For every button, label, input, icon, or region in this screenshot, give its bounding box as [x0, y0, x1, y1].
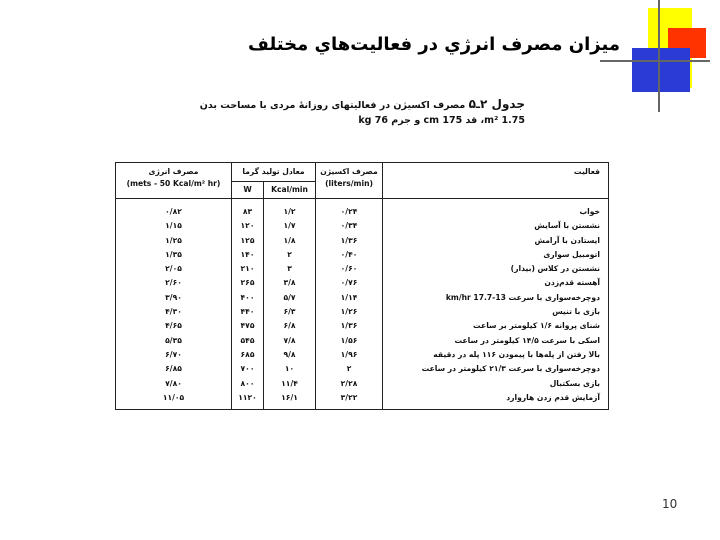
cell-heat-kcal: ۹/۸ — [264, 348, 316, 362]
table-row — [116, 377, 609, 391]
table-row — [116, 391, 609, 410]
cell-heat-kcal: ۱/۷ — [264, 219, 316, 233]
cell-heat-w: ۷۰۰ — [232, 362, 264, 376]
header-energy-unit: (mets - 50 Kcal/m² hr) — [126, 179, 221, 188]
cell-energy-mets: ۱۱/۰۵ — [116, 391, 232, 410]
decor-horizontal-line — [600, 60, 710, 62]
cell-oxygen: ۰/۴۰ — [316, 248, 383, 262]
cell-heat-w: ۲۶۵ — [232, 276, 264, 290]
cell-heat-kcal: ۷/۸ — [264, 334, 316, 348]
cell-oxygen: ۰/۶۰ — [316, 262, 383, 276]
header-heat-kcal: Kcal/min — [264, 182, 316, 199]
cell-activity: آزمایش قدم زدن هاروارد — [383, 391, 609, 410]
cell-oxygen: ۱/۵۶ — [316, 334, 383, 348]
cell-energy-mets: ۰/۸۲ — [116, 199, 232, 220]
table-row — [116, 248, 609, 262]
table-row — [116, 334, 609, 348]
cell-activity: ایستادن با آرامش — [383, 234, 609, 248]
cell-oxygen: ۲ — [316, 362, 383, 376]
cell-activity: دوچرخه‌سواری با سرعت 13-17.7 km/hr — [383, 291, 609, 305]
cell-energy-mets: ۴/۳۰ — [116, 305, 232, 319]
table-row — [116, 291, 609, 305]
table-row — [116, 219, 609, 233]
table-row — [116, 234, 609, 248]
cell-energy-mets: ۷/۸۰ — [116, 377, 232, 391]
cell-oxygen: ۱/۳۶ — [316, 234, 383, 248]
decor-vertical-line — [658, 0, 660, 112]
cell-oxygen: ۱/۹۶ — [316, 348, 383, 362]
cell-activity: اسکی با سرعت ۱۴/۵ کیلومتر در ساعت — [383, 334, 609, 348]
cell-heat-kcal: ۱۱/۴ — [264, 377, 316, 391]
cell-activity: بازی بسکتبال — [383, 377, 609, 391]
table-row — [116, 319, 609, 333]
cell-oxygen: ۰/۷۶ — [316, 276, 383, 290]
cell-heat-w: ۸۳ — [232, 199, 264, 220]
cell-oxygen: ۳/۲۲ — [316, 391, 383, 410]
cell-oxygen: ۱/۱۴ — [316, 291, 383, 305]
table-row — [116, 199, 609, 220]
cell-oxygen: ۱/۳۶ — [316, 319, 383, 333]
cell-heat-kcal: ۳/۸ — [264, 276, 316, 290]
cell-energy-mets: ۳/۹۰ — [116, 291, 232, 305]
table-row — [116, 348, 609, 362]
table-caption — [190, 97, 525, 128]
slide-title: ميزان مصرف انرژي در فعاليت‌هاي مختلف — [248, 34, 620, 55]
cell-activity: نشستن در کلاس (بیدار) — [383, 262, 609, 276]
cell-heat-kcal: ۳ — [264, 262, 316, 276]
caption-label: جدول ۲ـ۵ — [468, 97, 525, 111]
cell-heat-w: ۱۲۰ — [232, 219, 264, 233]
header-oxygen-label: مصرف اکسیژن — [320, 167, 378, 176]
cell-energy-mets: ۱/۱۵ — [116, 219, 232, 233]
header-heat: معادل تولید گرما — [232, 163, 316, 182]
cell-heat-w: ۵۴۵ — [232, 334, 264, 348]
cell-heat-kcal: ۶/۸ — [264, 319, 316, 333]
cell-oxygen: ۰/۲۴ — [316, 199, 383, 220]
caption-line-2: 1.75 m²، قد 175 cm و جرم 76 kg — [358, 115, 525, 126]
cell-heat-w: ۱۲۵ — [232, 234, 264, 248]
table-row — [116, 362, 609, 376]
cell-energy-mets: ۱/۲۵ — [116, 234, 232, 248]
cell-heat-w: ۱۱۲۰ — [232, 391, 264, 410]
cell-activity: بالا رفتن از پله‌ها با پیمودن ۱۱۶ پله در دقیقه — [383, 348, 609, 362]
cell-energy-mets: ۴/۶۵ — [116, 319, 232, 333]
table-row — [116, 276, 609, 290]
cell-energy-mets: ۶/۷۰ — [116, 348, 232, 362]
energy-table — [115, 162, 609, 410]
cell-activity: خواب — [383, 199, 609, 220]
cell-heat-w: ۴۰۰ — [232, 291, 264, 305]
table-row — [116, 305, 609, 319]
cell-energy-mets: ۵/۳۵ — [116, 334, 232, 348]
cell-heat-kcal: ۱/۸ — [264, 234, 316, 248]
cell-oxygen: ۲/۲۸ — [316, 377, 383, 391]
decor-blue-block — [632, 48, 690, 92]
cell-heat-kcal: ۱۰ — [264, 362, 316, 376]
cell-activity: شنای پروانه ۱/۶ کیلومتر بر ساعت — [383, 319, 609, 333]
cell-energy-mets: ۲/۶۰ — [116, 276, 232, 290]
cell-heat-w: ۶۸۵ — [232, 348, 264, 362]
cell-heat-kcal: ۵/۷ — [264, 291, 316, 305]
cell-heat-kcal: ۲ — [264, 248, 316, 262]
header-heat-w: W — [232, 182, 264, 199]
cell-activity: نشستن با آسایش — [383, 219, 609, 233]
cell-heat-w: ۴۷۵ — [232, 319, 264, 333]
header-energy — [116, 163, 232, 199]
cell-heat-w: ۴۴۰ — [232, 305, 264, 319]
header-activity: فعالیت — [383, 163, 609, 199]
cell-heat-kcal: ۶/۳ — [264, 305, 316, 319]
cell-activity: آهسته قدم‌زدن — [383, 276, 609, 290]
header-oxygen-unit: (liters/min) — [325, 179, 373, 188]
cell-energy-mets: ۲/۰۵ — [116, 262, 232, 276]
caption-text-1: مصرف اکسیژن در فعالیتهای روزانهٔ مردی با مساحت بدن — [199, 100, 466, 111]
cell-oxygen: ۱/۲۶ — [316, 305, 383, 319]
table-body — [116, 199, 609, 410]
table-row — [116, 262, 609, 276]
cell-activity: دوچرخه‌سواری با سرعت ۲۱/۳ کیلومتر در ساعت — [383, 362, 609, 376]
cell-oxygen: ۰/۳۴ — [316, 219, 383, 233]
cell-heat-w: ۱۴۰ — [232, 248, 264, 262]
cell-energy-mets: ۱/۳۵ — [116, 248, 232, 262]
cell-energy-mets: ۶/۸۵ — [116, 362, 232, 376]
cell-heat-kcal: ۱/۲ — [264, 199, 316, 220]
header-oxygen — [316, 163, 383, 199]
cell-heat-kcal: ۱۶/۱ — [264, 391, 316, 410]
cell-heat-w: ۲۱۰ — [232, 262, 264, 276]
cell-activity: اتومبیل سواری — [383, 248, 609, 262]
header-energy-label: مصرف انرژی — [148, 167, 199, 176]
cell-activity: بازی با تنیس — [383, 305, 609, 319]
caption-line-1 — [190, 97, 525, 113]
page-number: 10 — [662, 497, 678, 511]
cell-heat-w: ۸۰۰ — [232, 377, 264, 391]
